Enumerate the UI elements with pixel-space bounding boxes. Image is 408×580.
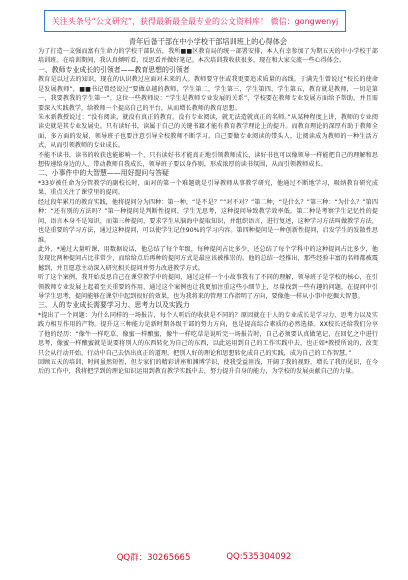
document-body [38, 36, 378, 536]
section-heading-1: 一、教师专业成长的引领者——教育思想的引领者 [38, 65, 190, 74]
paragraph: *33岁被任命为分管教学的副校长时，面对的第一个难题就是引导教师从事教学研究，他通过不断地学习，吸纳教育研究成果，重点关注了课堂里的提问。 [38, 180, 378, 197]
paragraph: 朱永新教授说过：“没有阅读，就没有真正的教育。没有专业阅读，就无法造就真正的名师。”从某种程度上讲，教师的专业阅读史就是其专业发展史。只有读好书，读属于自己的关键书籍才能有教育教学理论上的提升。而教育理论的深厚有助于教师全面、多方面的发展，领导班子也要注意引导全校教师不断学习，自己要做专业阅读的带头人，让阅读成为教师的一种生活方式，从而引领教师的专业成长。 [38, 114, 378, 150]
document-title: 青年后备干部在中小学校干部培训班上的心得体会 [128, 37, 288, 46]
paragraph: *提出了一个问题：为什么同样的一场报告，每个人听后的收获是不同的？原因就在于人的专业成长是学习力、思考力以及实践力相互作用的产物。提升这三种能力是新时期各级干部的努力方向，也是提高综合素质的必然选择。XX校长还给我们分享了他的经历：“像牛一样吃草，像蜜一样酿蜜，像牛一样吃草是说听完一场报告时，自己必须要认真做笔记，在回忆之中进行思考，像蜜一样酿蜜就是说要将别人的东西转化为自己的东西，以此运用到自己的工作实践中去，也正如*教授所说的，改变只会从行动开始，行动中自己去悟出真正的道理，把别人好的理论和思想转化成自己的实践，成为自己的工作智慧。” [38, 311, 378, 357]
promo-banner-text: 关注头条号“公文研究”，获得最新最全最专业的公文资料库！ 微信：gongwenyj [51, 16, 339, 26]
paragraph: 教育是以过去的知识，现在的认识教过应面对未来的人。教师要守住或我更要追求质量的高线。于满先生曾说过“校长的使命是发展教师”，■■书记曾经说过“要做卓越的教师，学生第二，学生第三，学生第四、学生第五，教育就是教师，一切是第一，我要教我的学生第一”，这位一些教师说：“学生是教师专业发展的关系”，学校要在教师专业发展方面给予帮助，并且需要深入实践教学，给教师一个提高自己的平台，从而增长教师的教育思想。 [38, 76, 378, 112]
section-heading-2: 二、小事件中的大智慧——用好提问与答疑 [38, 169, 169, 178]
intro-paragraph: 为了打造一支强而富有生命力的学校干部队伍，我所■■区教育局的统一部署安排，本人有幸参加了为期五天的中小学校干部培训班。在培训期间，我认真倾听看、反思看并做好笔记。本次培训我收获很多，现在和大家交流一些心得体会。 [38, 48, 378, 65]
footer-qq: QQ:535304092 [226, 552, 292, 562]
paragraph: 此外，*通过大量听课，用数据说话，他总结了每个年级，每种提问占比多少，还总结了每个学科中的这种提问占比多少，他发现比两种提问占比非常少，而给给点后再种的提问方式是最应该被推崇的。他的总结一经推出，那些经验丰富的名师都被震撼到，并且愿意主动深入研究相关提问并努力改进教学方式。 [38, 245, 378, 272]
section-heading-3: 三、人的专业成长需要学习力、思考力以及实践力 [38, 301, 190, 310]
paragraph: 听了这个案例，我开始反思自己在课堂教学中的提问，通过这样一个小故事我有了不同的理解，领导班子是学校的核心，在引领教师专业发展上起着至关重要的作用，通过这个案例也让我更加注重这些小细节上，尽量找到一些有趣的问题，在提问中引导学生思考，提问能够在课堂中起到很好的效果，也为我将来的管理工作指明了方向，要像他一样从小事中挖掘大智慧。 [38, 274, 378, 300]
paragraph: 不能不读书，读书的收获也能影响一个，只有读好书才能真正地引领教师成长，读好书也可以像领导一样能把自己的理解和思想传递给身边的人，带动教师自我成长，领导班子要以身作则，形成浓厚的读书氛围，从而引领教师成长。 [38, 151, 378, 169]
promo-banner [44, 10, 346, 32]
footer [0, 547, 408, 567]
paragraph: 经过段年累月的教育实践，他将提问分为四种：第一种，“是不是？”“对不对？”第二种，“是什么？”第三种：“为什么？”第四种：“还有别的方法吗？”第一种提问是判断性提问，学生无思考，这种提问导致教学效率低。第二种是考察学生记忆性的提问，语言本身不是知识，而第三种提问，要求学生从脑海中提取知识，并组织语言，进行复述，这种学习方法叫做教学方法，也是重要的学习方法，通过这种提问，可以使学生记住90%的学习内容。第四种提问是一种创新性提问，启发学生的发散性思维。 [38, 198, 378, 244]
footer-qq-group: QQ群：30265665 [116, 553, 191, 563]
paragraph: 回顾五天的培训，时间虽然短暂，但专家们的精彩讲座和渊博学识，使我受益匪浅，开阔了我的视野，增长了我的见识，在今后的工作中，我将把学到的理论知识运用到教育教学实践中去，努力提升自身的能力，为学校的发展贡献自己的力量。 [38, 358, 378, 376]
